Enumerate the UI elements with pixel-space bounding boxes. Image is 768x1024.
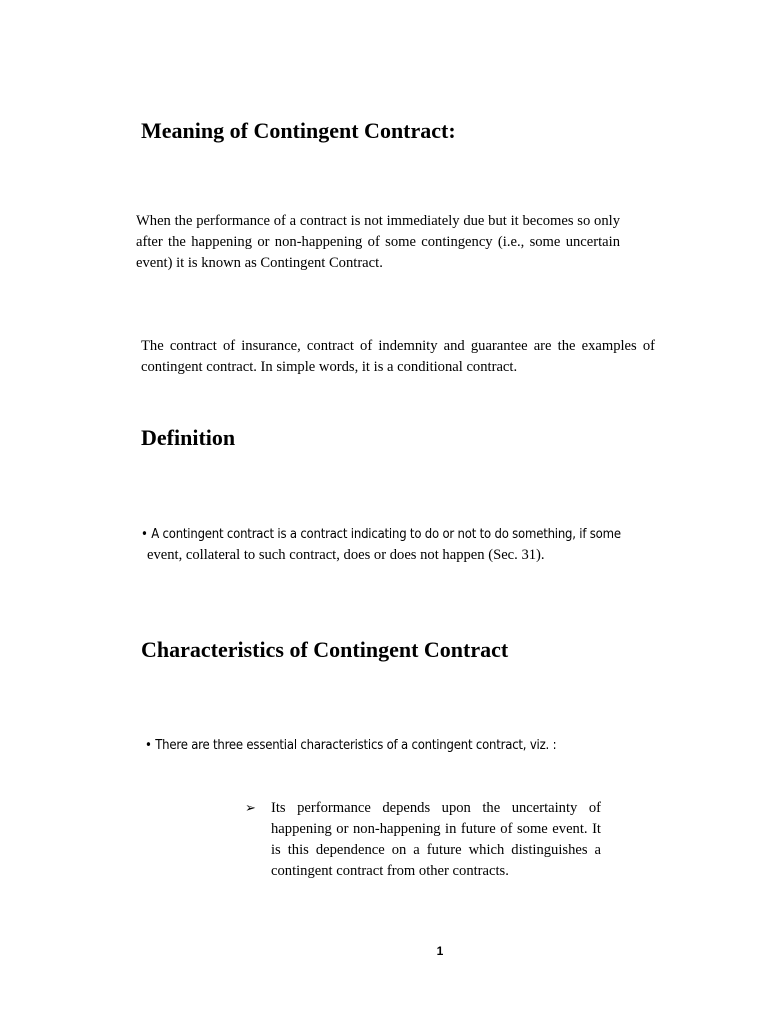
heading-characteristics: Characteristics of Contingent Contract [141,637,509,662]
definition-line-2: event, collateral to such contract, does or does not happen (Sec. 31). [147,547,545,563]
definition-bullet [141,524,681,566]
characteristic-point-1 [245,798,601,882]
paragraph-meaning: When the performance of a contract is not immediately due but it becomes so only after the happening or non-happening of some contingency (i.e., some uncertain event) it is known as Contingent Contract. [136,213,620,271]
characteristics-bullet [145,735,556,756]
bullet-icon: • [145,738,152,753]
bullet-icon: • [141,527,148,542]
paragraph-examples: The contract of insurance, contract of indemnity and guarantee are the examples of contingent contract. In simple words, it is a conditional contract. [141,338,655,375]
characteristic-point-1-text: Its performance depends upon the uncertainty of happening or non-happening in future of some event. It is this dependence on a future which distinguishes a contingent contract from other contracts. [271,800,601,879]
characteristics-intro: There are three essential characteristics of a contingent contract, viz. : [155,738,557,753]
heading-meaning: Meaning of Contingent Contract: [141,118,456,143]
definition-line-1: A contingent contract is a contract indicating to do or not to do something, if some [151,527,621,542]
heading-definition: Definition [141,425,236,450]
arrow-bullet-icon: ➢ [245,801,256,816]
page-number: 1 [436,944,444,958]
